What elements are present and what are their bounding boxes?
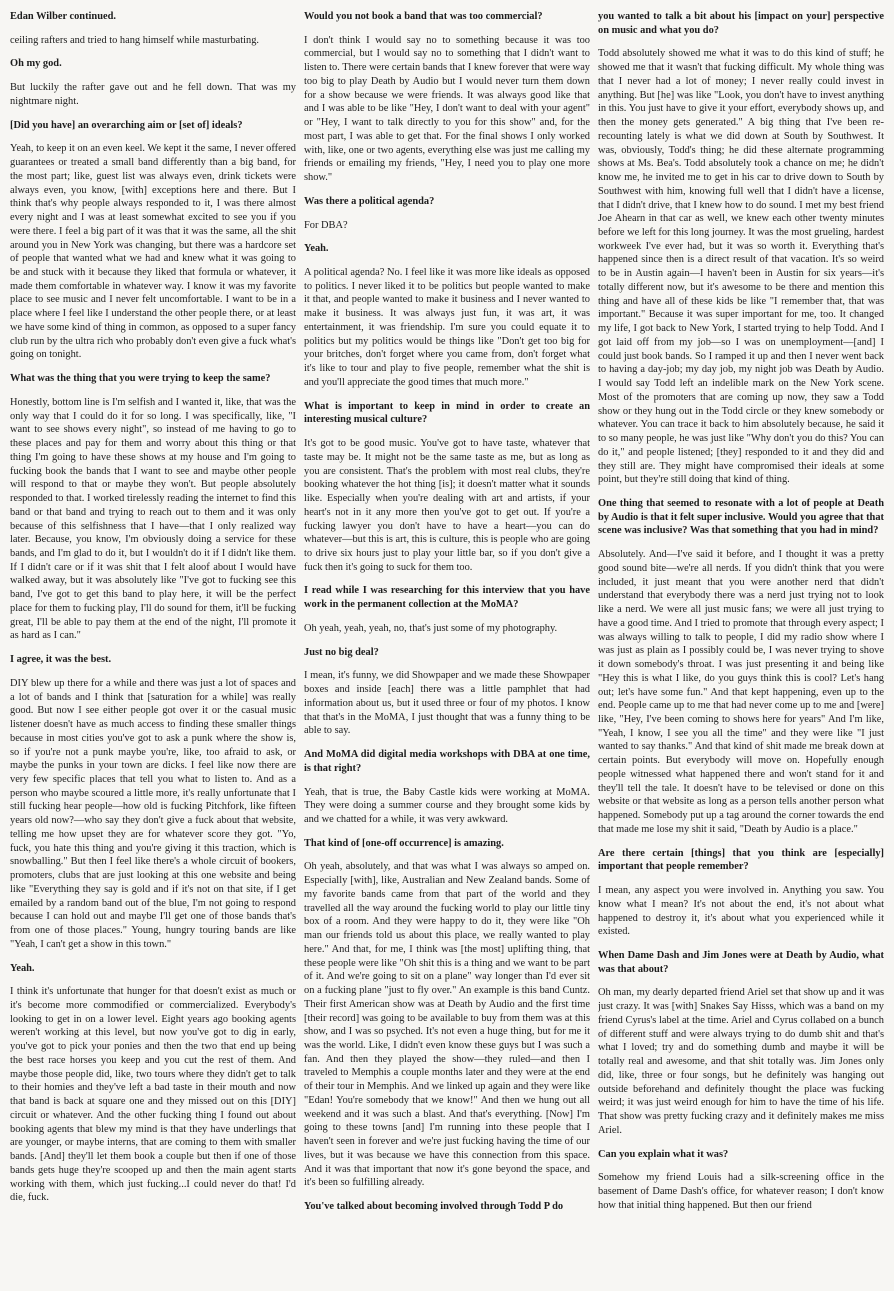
interview-question: I agree, it was the best. [10,654,112,666]
interview-question: That kind of [one-off occurrence] is amazing. [304,837,504,849]
interview-answer: Todd absolutely showed me what it was to do this kind of stuff; he showed me that it wasn't that fucking difficult. My whole thing was that I never had a lot of money; I never really could invest in anything. But [he] was like "Look, you don't have to invest anything in this. You just have to give it your effort, everybody shows up, and then the money gets generated." A big thing that I've been re-recounting lately is what we did down at South by Southwest. It was, obviously, Todd's thing; he did these alternate programming shows at Ms. Bea's. Todd absolutely took a chance on me; he didn't know me, he invited me to get in his car to drive down to South by Southwest with him, knowing full well that I didn't have a license, that I didn't drive, that I knew how to do sound. I met my best friend Joe Ahearn in that car as well, we knew each other twenty minutes before we left for this long journey. It was the most grueling, hardest workweek I've ever had, but it was so worth it. Everything that's happened since then is a direct result of that vacation. It's so weird to be in Austin again—I haven't been in Austin for six years—it's totally different now, but it's awesome to be there and mention this thing and have all of these kids be like "I remember that, that was important." Because it was super important for me, too. It changed my life, I got back to New York, I started trying to help Todd. And I got laid off from my job—so I was on unemployment—[and] I could just book bands. So I ramped it up and then I never went back to having a day-job; my day job, my night job was Death by Audio. I would say Todd left an indelible mark on the New York scene. Most of the promoters that are coming up now, they saw a Todd show or they hung out in the Todd circle or they knew somebody or whatever. You can trace it back to him absolutely because, he said it to so many people, he was just like "Why don't you do this? You can do it," and people listened; [they] responded to it and they did and they still are. They might have compromised their ideals at some point, but they're still doing that kind of thing. [598,48,884,486]
interview-answer: For DBA? [304,219,348,231]
interview-question: Yeah. [10,962,35,974]
interview-answer: Oh yeah, absolutely, and that was what I was always so amped on. Especially [with], like, Australian and New Zealand bands. Some of my favorite bands came from that part of the world and they travelled all the way around the fucking world to play our little tiny box of a room. And they were happy to do it, they were like "Oh man our friends told us about this place, we really wanted to play here." And that, for me, I think was [the most] uplifting thing, that these people were like "Oh shit this is a thing and we want to be part of it. And we're going to sit on a plane" way longer than I'd ever sit on a fucking plane "just to fly over." An example is this band Cuntz. Their first American show was at Death by Audio and the first time [their record] was going to be available to buy from them was at this show, and I was so psyched. It's not even a huge thing, but for me it was the world. Like, I didn't even know these guys but I was such a fan. And then they played the show—they ruled—and then I traveled to Memphis a couple months later and they were at the end of their tour in Memphis. And we linked up again and they were like "Edan! You're somebody that we know!" And then we hung out all weekend and it was such a blast. And that's everything. [Now] I'm going to these towns [and] I'm running into these people that I haven't seen in forever and we're just fucking having the time of our lives, but it was because we have this connection from this space. And it was that important that now it's gone beyond the space, and it's been so fulfilling already. [304,861,590,1189]
interview-answer: But luckily the rafter gave out and he fell down. That was my nightmare night. [10,82,296,107]
column-middle [304,10,590,1291]
interview-answer: Somehow my friend Louis had a silk-screening office in the basement of Dame Dash's office, for whatever reason; I don't know how that initial thing happened. But then our friend [598,1172,884,1211]
interview-answer: It's got to be good music. You've got to have taste, whatever that taste may be. It might not be the same taste as me, but as long as you are consistent. That's the problem with most real clubs, they're booking whatever the hot thing [is]; it doesn't matter what it sounds like. Especially when you're dealing with art and artists, if your heart's not in it any more then you've got to get out. If you're a fucking lawyer you don't have to have a heart—you can do whatever—but this is art, this is culture, this is people who are going to drive six hours just to play your little bar, so if you don't give a fuck then it's going to suck for them too. [304,438,590,573]
interview-question: [Did you have] an overarching aim or [set of] ideals? [10,119,243,131]
interview-question: And MoMA did digital media workshops with DBA at one time, is that right? [304,749,590,774]
interview-question: You've talked about becoming involved through Todd P do [304,1201,564,1213]
interview-answer: Oh yeah, yeah, yeah, no, that's just some of my photography. [304,622,558,634]
interview-answer: Yeah, to keep it on an even keel. We kept it the same, I never offered guarantees or treated a small band differently than a big band, for the most part; like, guest list was always even, drink tickets were always even, you know, [with] exceptions here and there. But I think that's why people always responded to it, I was there almost every night and I was at least somewhat excited to see you if you were there. I feel a big part of it was that it was the same, all the shit around you in New York was changing, but there was a hardcore set of people that wanted what we had and knew what it was going to be and stuck with it because they liked that formula or whatever, it made them comfortable in whatever way. I know it was my favorite place to see music and I never felt uncomfortable. I want to be in a place where I feel like I understand the other people there, or at least we have some kind of thing in common, as opposed to a super fancy club run by the ultra rich who probably don't even give a fuck what's going on tonight. [10,143,296,361]
interview-question: you wanted to talk a bit about his [impact on your] perspective on music and what you do? [598,11,884,36]
interview-question: Edan Wilber continued. [10,11,116,22]
interview-question: Would you not book a band that was too commercial? [304,11,543,22]
interview-answer: Absolutely. And—I've said it before, and I thought it was a pretty good sound bite—we're all nerds. If you didn't think that you were included, it just meant that you were another nerd that didn't understand that everybody there was a nerd just trying not to look like a nerd. We were all just music fans; we were all just trying to have a good time. And I tried to promote that through every aspect; I was always willing to talk to people, I did my radio show where I was just as plain as I possibly could be, I was never trying to shove it down somebody's throat. I was just presenting it and being like "Hey this is what I like, do you guys think this is cool? Let's hang out; let's have some fun." And that kept happening, even up to the end. People came up to me that had never come up to me and [were] like, "Hey, I've been coming to shows here for years" And I'm like, "Yeah, I know, I see you all the time" and they were like "I just wanted to say thanks." And that kind of shit made me break down at certain points. But everybody will move on. Hopefully enough people witnessed what happened there and won't stand for it and they'll tell the tale. It doesn't have to be televised or done on this website or that website as long as a person tells another person what happened. Somebody put up a tag around the corner towards the end that made me lose my shit it said, "Death by Audio is a place." [598,549,884,835]
interview-question: When Dame Dash and Jim Jones were at Death by Audio, what was that about? [598,950,884,975]
interview-question: What was the thing that you were trying to keep the same? [10,373,271,385]
interview-question: What is important to keep in mind in order to create an interesting musical culture? [304,400,590,426]
interview-answer: Honestly, bottom line is I'm selfish and I wanted it, like, that was the only way that I could do it for so long. I was specifically, like, "I want to see shows every night", so instead of me having to go to these places and pay for them and worry about this thing or that thing I'm going to have these shows at my house and I'm going to fucking book the bands that I want to see and maybe other people will respond to that or maybe they won't. But people absolutely responded to that. I worked tirelessly reading the internet to find this band or that band and trying to reach out to them and it was only because of this selfishness that I have—that I only realized way later. Because, you know, I'm obviously doing a service for these bands, and I'm glad to do it, but I wouldn't do it if I didn't like them. If I didn't care or if it was shit that I felt aloof about I would have walked away, but it was absolutely like "I've got to fucking see this band, I've got to get this band to play here, it will be the perfect place for them to fucking play, I'll do sound for them, it'll be fucking great, I'll be able to pay them at the end of the night, I'll promote it as hard as I can." [10,396,296,642]
interview-answer: I mean, it's funny, we did Showpaper and we made these Showpaper boxes and inside [each] there was a little pamphlet that had information about us, but it used three or four of my photos. I know that that's in the MoMA, I just thought that was a funny thing to be able to say. [304,670,590,737]
interview-answer: I mean, any aspect you were involved in. Anything you saw. You know what I mean? It's not about the end, it's not about what happened to destroy it, it's about what you experienced while it existed. [598,885,884,938]
interview-question: Just no big deal? [304,646,379,658]
interview-answer: I think it's unfortunate that hunger for that doesn't exist as much or it's become more commodified or commercialized. Everybody's looking to get in on a lower level. Eight years ago booking agents weren't working at this level, but now you've got to dig in early, you've got to pick your ponies and then the two that end up being the best race horses you keep and you cut the rest of them. And maybe those people did, like, two tours where they didn't get to talk to their homies and they've left a bad taste in their mouth and now that band is back at square one and they missed out on this [DIY] circuit or whatever. And the other fucking thing I found out about booking agents that blew my mind is that they have underlings that are younger, or maybe interns, that are coming to them with smaller bands. [And] they'll let them book a couple but then if one of those bands gets huge they're scooped up and then the main agent starts working with them, which just fucking...I could never do that! I'd die, fuck. [10,986,296,1204]
interview-answer: ceiling rafters and tried to hang himself while masturbating. [10,34,260,46]
interview-answer: Yeah, that is true, the Baby Castle kids were working at MoMA. They were doing a summer course and they brought some kids by and we chatted for a while, it was very awkward. [304,786,590,825]
interview-answer: A political agenda? No. I feel like it was more like ideals as opposed to politics. I never liked it to be politics but people wanted to make it that, and people wanted to make it business and I never wanted to make it business. It was always just fun, it was art, it was entertainment, it was friendship. I'm sure you could equate it to politics but my politics would be things like "Don't get too big for your britches, don't forget where you came from, don't forget what it's like to tour and play to five people, remember what the shit is and you'll appreciate the good times that much more." [304,267,590,388]
interview-question: Yeah. [304,243,329,255]
interview-answer: DIY blew up there for a while and there was just a lot of spaces and a lot of bands and I think that [saturation for a while] was really good. But now I see either people got over it or the casual music listener doesn't have as much access to finding these smaller things because in most cities you've got to ask a punk where the show is, so if you're not a punk maybe you're, like, too afraid to ask, or maybe the punks in your town are dicks. I feel like now there are very few specific places that tell you what to listen to. And as a person who maybe scoured a little more, it's really unfortunate that I still fucking hear people—how old is fucking Pitchfork, like fifteen years old now?—who say they don't give a fuck about that website, telling me how upset they are for whatever score they got. "Yo, fuck, you hate this thing and you're giving it this traction, which is snowballing." But then I feel like there's a whole circuit of bookers, promoters, clubs that are just looking at this one website and being like "Everything they say is gold and if it's not on that site, if I get emailed by a random band out of the blue, I'm not going to respond because I can hold out and maybe I'll get one of those bands that's from one of those places." Young, hungry touring bands are like "Yeah, I can't get a show in this town." [10,677,296,950]
column-left [10,10,296,1291]
interview-question: One thing that seemed to resonate with a lot of people at Death by Audio is that it felt super inclusive. Would you agree that that scene was inclusive? Was that something that you had in mind? [598,497,884,537]
interview-answer: Oh man, my dearly departed friend Ariel set that show up and it was just crazy. It was [with] Snakes Say Hisss, which was a band on my friend Cyrus's label at the time. Ariel and Cyrus collabed on a bunch of different stuff and were always trying to do dumb shit and that's what I loved; try and do something dumb and maybe it will be totally real and awesome, and that shit totally was. Jim Jones only did, like, three or four songs, but he definitely was hanging out outside beforehand and definitely thought the place was fucking weird; it was just weird enough for him to have the time of his life. That show was pretty fucking crazy and it definitely makes me miss Ariel. [598,987,884,1136]
column-right [598,10,884,1291]
interview-answer: I don't think I would say no to something because it was too commercial, but I would say no to something that I didn't want to listen to. There were certain bands that I knew forever that were way too big to play Death by Audio but I would never turn them down for a show because we were friends. It was always good like that and I was able to be like "Hey, I don't want to deal with your agent" or "Hey, I want to talk directly to you for this show" and, for the most part, I was able to get that. For the final shows I only worked with, like, one or two agents, everything else was just me calling my friends or emailing my friends, "Hey, I need you to play one more show." [304,34,590,184]
interview-question: Oh my god. [10,58,62,70]
interview-question: Can you explain what it was? [598,1148,729,1160]
interview-question: Are there certain [things] that you think are [especially] important that people remember? [598,847,884,873]
interview-question: I read while I was researching for this interview that you have work in the permanent collection at the MoMA? [304,585,590,611]
interview-question: Was there a political agenda? [304,195,435,207]
